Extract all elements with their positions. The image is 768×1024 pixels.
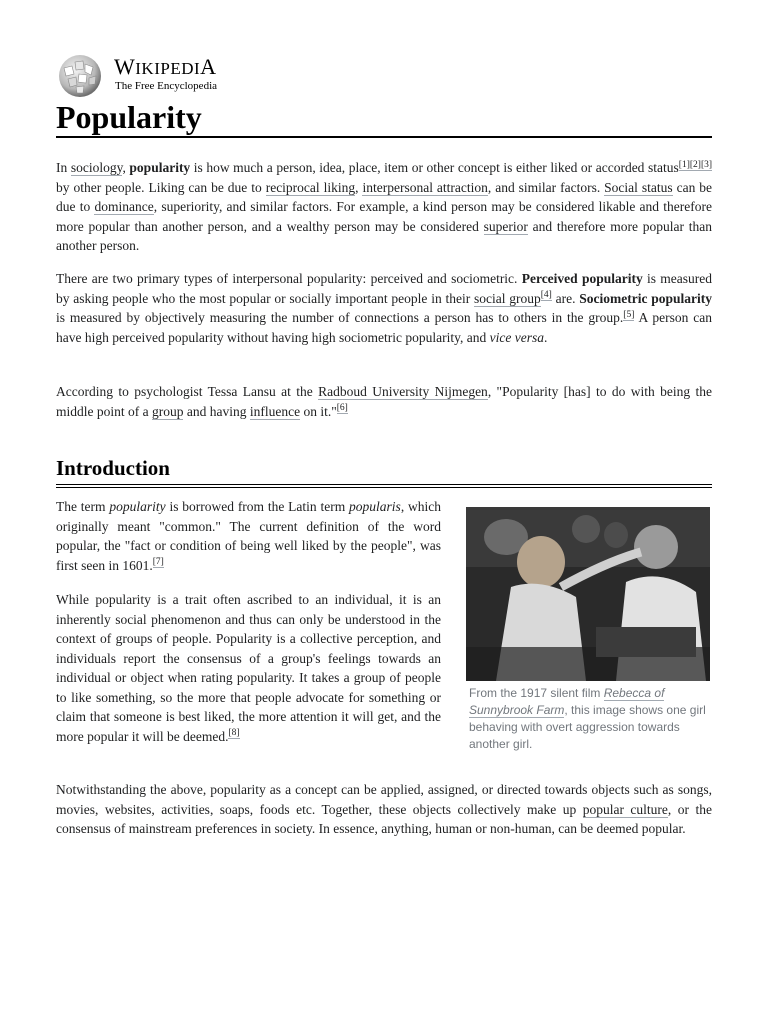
ref-2[interactable]: [2]	[689, 159, 701, 170]
link-social-status[interactable]: Social status	[604, 179, 673, 195]
section-heading-introduction: Introduction	[56, 454, 712, 488]
section-paragraph-3: Notwithstanding the above, popularity as a concept can be applied, assigned, or directed towards objects such as songs, movies, websites, activities, soaps, foods etc. Together, these objects collectively make up popular culture, or the consensus of mainstream preferences in society. In essence, anything, human or non-human, can be deemed popular.	[56, 782, 712, 836]
section-paragraph-2: While popularity is a trait often ascribed to an individual, it is an inherently social phenomenon and thus can only be understood in the context of groups of people. Popularity is a collective perception, and individuals report the consensus of a group's feelings towards an individual or object when rating popularity. It takes a group of people to like something, so the more that people advocate for something or claim that someone is best liked, the more attention it will get, and the more popular it will be deemed.[8]	[56, 592, 441, 744]
link-rebecca-of-sunnybrook-farm[interactable]: Rebecca of Sunnybrook Farm	[469, 686, 665, 717]
link-group[interactable]: group	[151, 403, 184, 419]
wikipedia-wordmark: WIKIPEDIA	[114, 54, 217, 79]
bold-sociometric-popularity: Sociometric popularity	[579, 290, 712, 306]
intro-paragraph-1: In sociology, popularity is how much a person, idea, place, item or other concept is either liked or accorded status[1][2][3] by other people. Liking can be due to reciprocal liking, interpersonal attraction, and similar factors. Social status can be due to dominance, superiority, and similar factors. For example, a kind person may be considered likable and therefore more popular than another person, and a wealthy person may be considered superior and therefore more popular than another person.	[56, 159, 713, 253]
italic-popularis: popularis	[349, 499, 401, 514]
link-radboud-university[interactable]: Radboud University Nijmegen	[318, 384, 488, 399]
page-title: Popularity	[56, 98, 712, 138]
link-influence[interactable]: influence	[249, 403, 301, 419]
ref-5[interactable]: [5]	[623, 309, 635, 320]
link-superior[interactable]: superior	[483, 218, 528, 234]
wikipedia-globe-icon	[56, 54, 104, 98]
wikipedia-tagline: The Free Encyclopedia	[115, 80, 218, 92]
wikipedia-logo[interactable]	[56, 54, 236, 94]
link-popular-culture[interactable]: popular culture	[582, 801, 668, 817]
film-still-image[interactable]	[466, 507, 710, 681]
ref-4[interactable]: [4]	[540, 290, 552, 300]
link-sociology[interactable]: sociology	[70, 160, 123, 175]
ref-1[interactable]: [1]	[678, 159, 690, 170]
link-dominance[interactable]: dominance	[94, 199, 154, 214]
intro-paragraph-3: According to psychologist Tessa Lansu at the Radboud University Nijmegen, "Popularity [has] to do with being the middle point of a group and having influence on it."[6]	[56, 384, 712, 419]
section-paragraph-1: The term popularity is borrowed from the Latin term popularis, which originally meant "common." The current definition of the word popular, the "fact or condition of being well liked by the people", was first seen in 1601.[7]	[56, 499, 441, 573]
ref-6[interactable]: [6]	[336, 403, 348, 413]
bold-popularity: popularity	[129, 160, 191, 175]
intro-paragraph-2: There are two primary types of interpersonal popularity: perceived and sociometric. Perceived popularity is measured by asking people who the most popular or socially important people in their social group[4] are. Sociometric popularity is measured by objectively measuring the number of connections a person has to others in the group.[5] A person can have high perceived popularity without having high sociometric popularity, and vice versa.	[56, 271, 712, 345]
link-interpersonal-attraction[interactable]: interpersonal attraction	[362, 179, 488, 195]
italic-vice-versa: vice versa	[489, 329, 544, 345]
ref-7[interactable]: [7]	[152, 557, 164, 567]
film-still-figure	[466, 507, 710, 753]
ref-8[interactable]: [8]	[228, 728, 240, 738]
bold-perceived-popularity: Perceived popularity	[521, 271, 643, 286]
ref-3[interactable]: [3]	[700, 159, 713, 170]
italic-popularity: popularity	[109, 499, 166, 514]
link-social-group[interactable]: social group	[473, 290, 541, 306]
link-reciprocal-liking[interactable]: reciprocal liking	[265, 179, 356, 195]
figure-caption: From the 1917 silent film Rebecca of Sunnybrook Farm, this image shows one girl behaving with overt aggression towards another girl.	[469, 686, 706, 751]
